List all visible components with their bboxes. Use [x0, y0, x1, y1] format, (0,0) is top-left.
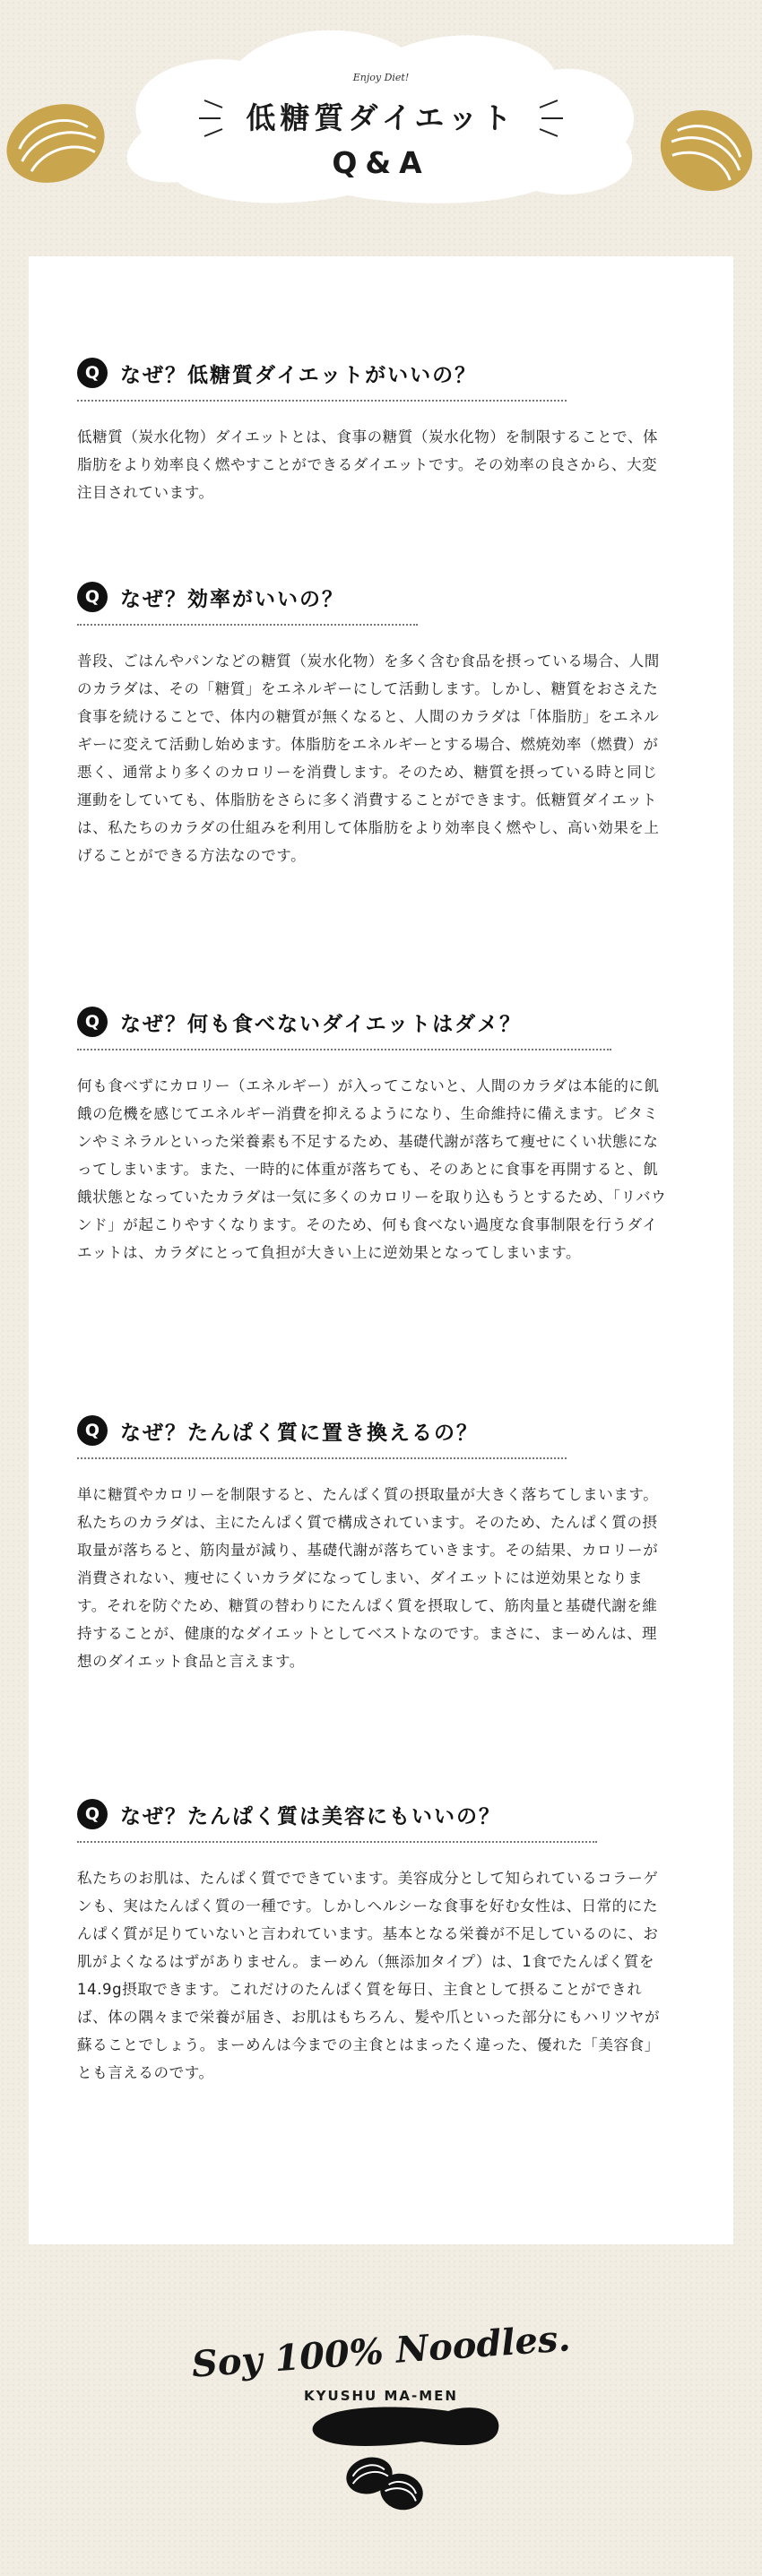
- question-heading: なぜ？たんぱく質に置き換えるの？: [120, 1421, 479, 1445]
- question-heading: なぜ？低糖質ダイエットがいいの？: [120, 363, 478, 387]
- q-badge-icon: Q: [77, 582, 108, 612]
- answer-text: 私たちのお肌は、たんぱく質でできています。美容成分として知られているコラーゲンも、実はたんぱく質の一種です。しかしヘルシーな食事を好む女性は、日常的にたんぱく質が足りていないと言われています。基本となる栄養が不足しているのに、お肌がよくなるはずがありません。まーめん（無添加タイプ）は、1食でたんぱく質を14.9g摂取できます。これだけのたんぱく質を毎日、主食として摂ることができれば、体の隅々まで栄養が届き、お肌はもちろん、髪や爪といった部分にもハリツヤが蘇ることでしょう。まーめんは今までの主食とはまったく違った、優れた「美容食」とも言えるのです。: [77, 1870, 661, 2081]
- question-heading: なぜ？たんぱく質は美容にもいいの？: [120, 1804, 501, 1828]
- q-badge-icon: Q: [77, 1007, 108, 1037]
- tagline: Enjoy Diet!: [352, 72, 410, 83]
- q-badge-icon: Q: [77, 1415, 108, 1446]
- answer-text: 低糖質（炭水化物）ダイエットとは、食事の糖質（炭水化物）を制限することで、体脂肪をより効率良く燃やすことができるダイエットです。その効率の良さから、大変注目されています。: [77, 428, 659, 501]
- question-heading: なぜ？効率がいいの？: [120, 587, 344, 611]
- answer-text: 何も食べずにカロリー（エネルギー）が入ってこないと、人間のカラダは本能的に飢餓の危機を感じてエネルギー消費を抑えるようになり、生命維持に備えます。ビタミンやミネラルといった栄養素も不足するため、基礎代謝が落ちて痩せにくい状態になってしまいます。また、一時的に体重が落ちても、そのあとに食事を再開すると、飢餓状態となっていたカラダは一気に多くのカロリーを取り込もうとするため、「リバウンド」が起こりやすくなります。そのため、何も食べない過度な食事制限を行うダイエットは、カラダにとって負担が大きい上に逆効果となってしまいます。: [77, 1077, 667, 1261]
- page-subtitle: Q&A: [332, 145, 430, 180]
- answer-text: 単に糖質やカロリーを制限すると、たんぱく質の摂取量が大きく落ちてしまいます。私たちのカラダは、主にたんぱく質で構成されています。そのため、たんぱく質の摂取量が落ちると、筋肉量が減り、基礎代謝が落ちていきます。その結果、カロリーが消費されない、痩せにくいカラダになってしまい、ダイエットには逆効果となります。それを防ぐため、糖質の替わりにたんぱく質を摂取して、筋肉量と基礎代謝を維持することが、健康的なダイエットとしてベストなのです。まさに、まーめんは、理想のダイエット食品と言えます。: [77, 1486, 659, 1670]
- answer-text: 普段、ごはんやパンなどの糖質（炭水化物）を多く含む食品を摂っている場合、人間のカラダは、その「糖質」をエネルギーにして活動します。しかし、糖質をおさえた食事を続けることで、体内の糖質が無くなると、人間のカラダは「体脂肪」をエネルギーに変えて活動し始めます。体脂肪をエネルギーとする場合、燃焼効率（燃費）が悪く、通常より多くのカロリーを消費します。そのため、糖質を摂っている時と同じ運動をしていても、体脂肪をさらに多く消費することができます。低糖質ダイエットは、私たちのカラダの仕組みを利用して体脂肪をより効率良く燃やし、高い効果を上げることができる方法なのです。: [77, 653, 660, 864]
- footer-brand: KYUSHU MA-MEN: [304, 2388, 458, 2404]
- question-heading: なぜ？何も食べないダイエットはダメ？: [120, 1012, 523, 1036]
- q-badge-icon: Q: [77, 1799, 108, 1829]
- footer-script-logo: Soy 100% Noodles.: [190, 2317, 572, 2386]
- q-badge-icon: Q: [77, 358, 108, 388]
- page-title: 低糖質ダイエット: [246, 100, 516, 135]
